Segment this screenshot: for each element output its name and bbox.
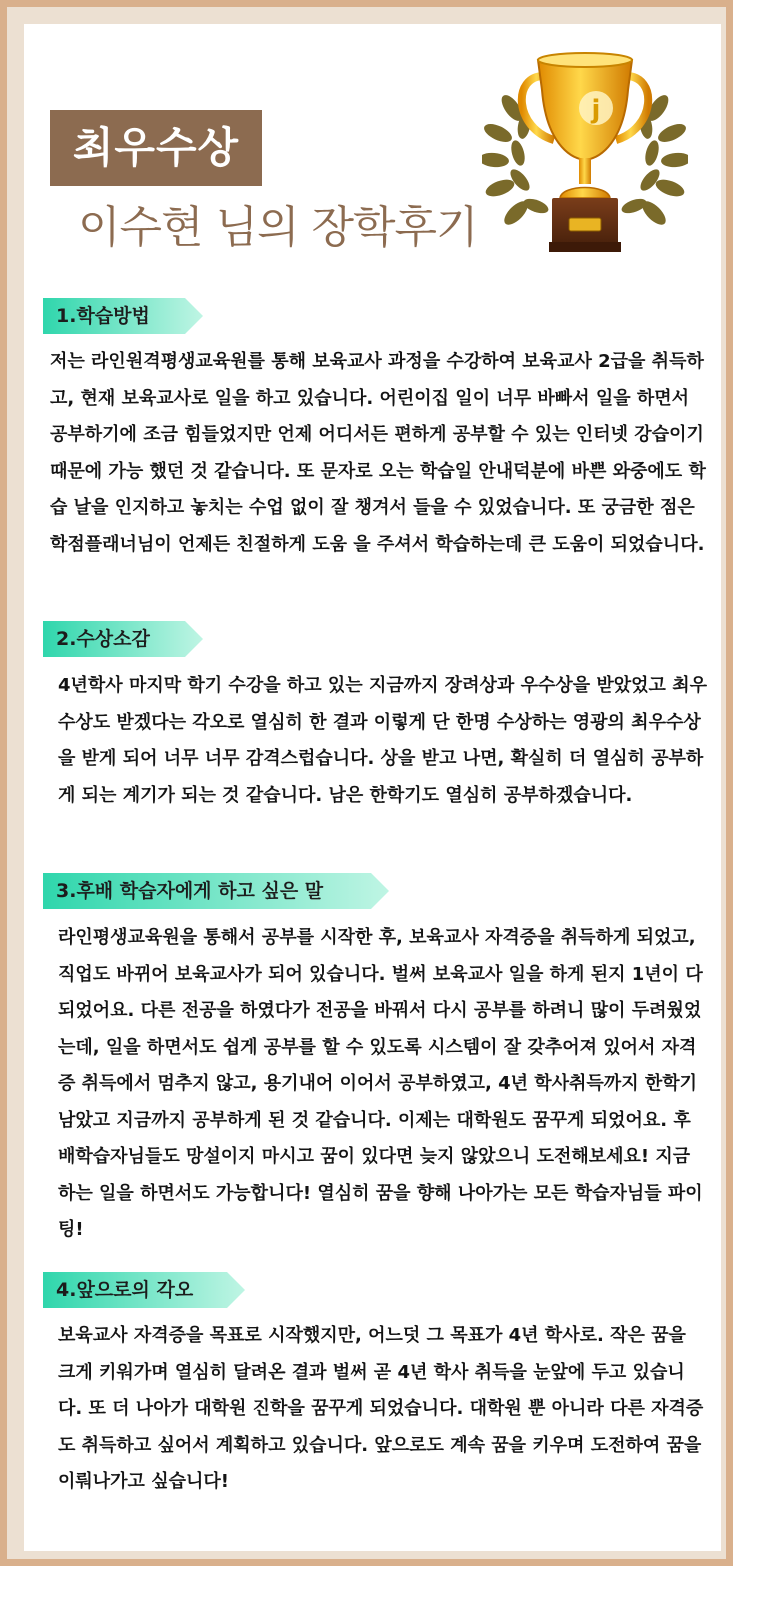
- section-1-title: 1.학습방법: [56, 305, 150, 327]
- award-badge: 최우수상: [50, 110, 262, 186]
- section-3-body: 라인평생교육원을 통해서 공부를 시작한 후, 보육교사 자격증을 취득하게 되었고, 직업도 바뀌어 보육교사가 되어 있습니다. 벌써 보육교사 일을 하게 된지 1년이 다되었어요. 다른 전공을 하였다가 전공을 바꿔서 다시 공부를 하려니 많이 두려웠었는데, 일을 하면서도 쉽게 공부를 할 수 있도록 시스템이 잘 갖추어져 있어서 자격증 취득에서 멈추지 않고, 용기내어 이어서 공부하였고, 4년 학사취득까지 한학기 남았고 지금까지 공부하게 된 것 같습니다. 이제는 대학원도 꿈꾸게 되었어요. 후배학습자님들도 망설이지 마시고 꿈이 있다면 늦지 않았으니 도전해보세요! 지금 하는 일을 하면서도 가능합니다! 열심히 꿈을 향해 나아가는 모든 학습자님들 파이팅!: [58, 927, 703, 1240]
- section-4-heading: [43, 1272, 245, 1308]
- section-1-body: 저는 라인원격평생교육원를 통해 보육교사 과정을 수강하여 보육교사 2급을 취득하고, 현재 보육교사로 일을 하고 있습니다. 어린이집 일이 너무 바빠서 일을 하면서 공부하기에 조금 힘들었지만 언제 어디서든 편하게 공부할 수 있는 인터넷 강습이기 때문에 가능 했던 것 같습니다. 또 문자로 오는 학습일 안내덕분에 바쁜 와중에도 학습 날을 인지하고 놓치는 수업 없이 잘 챙겨서 들을 수 있었습니다. 또 궁금한 점은 학점플래너님이 언제든 친절하게 도움 을 주셔서 학습하는데 큰 도움이 되었습니다.: [50, 351, 706, 555]
- section-4-body: 보육교사 자격증을 목표로 시작했지만, 어느덧 그 목표가 4년 학사로. 작은 꿈을 크게 키워가며 열심히 달려온 결과 벌써 곧 4년 학사 취득을 눈앞에 두고 있습니다. 또 더 나아가 대학원 진학을 꿈꾸게 되었습니다. 대학원 뿐 아니라 다른 자격증도 취득하고 싶어서 계획하고 있습니다. 앞으로도 계속 꿈을 키우며 도전하여 꿈을 이뤄나가고 싶습니다!: [58, 1325, 704, 1492]
- laurel-right: [620, 92, 688, 229]
- section-3-title: 3.후배 학습자에게 하고 싶은 말: [56, 880, 324, 902]
- trophy-letter: j: [591, 95, 601, 125]
- section-3-heading: [43, 873, 389, 909]
- laurel-left: [482, 92, 550, 229]
- section-4-title: 4.앞으로의 각오: [56, 1279, 194, 1301]
- section-1-heading: [43, 298, 203, 334]
- section-2-title: 2.수상소감: [56, 628, 150, 650]
- trophy-laurel-icon: [482, 48, 688, 258]
- section-2-body: 4년학사 마지막 학기 수강을 하고 있는 지금까지 장려상과 우수상을 받았었고 최우수상도 받겠다는 각오로 열심히 한 결과 이렇게 단 한명 수상하는 영광의 최우수상을 받게 되어 너무 너무 감격스럽습니다. 상을 받고 나면, 확실히 더 열심히 공부하게 되는 계기가 되는 것 같습니다. 남은 한학기도 열심히 공부하겠습니다.: [58, 675, 707, 806]
- review-title: 이수현 님의 장학후기: [78, 202, 478, 253]
- section-2-heading: [43, 621, 203, 657]
